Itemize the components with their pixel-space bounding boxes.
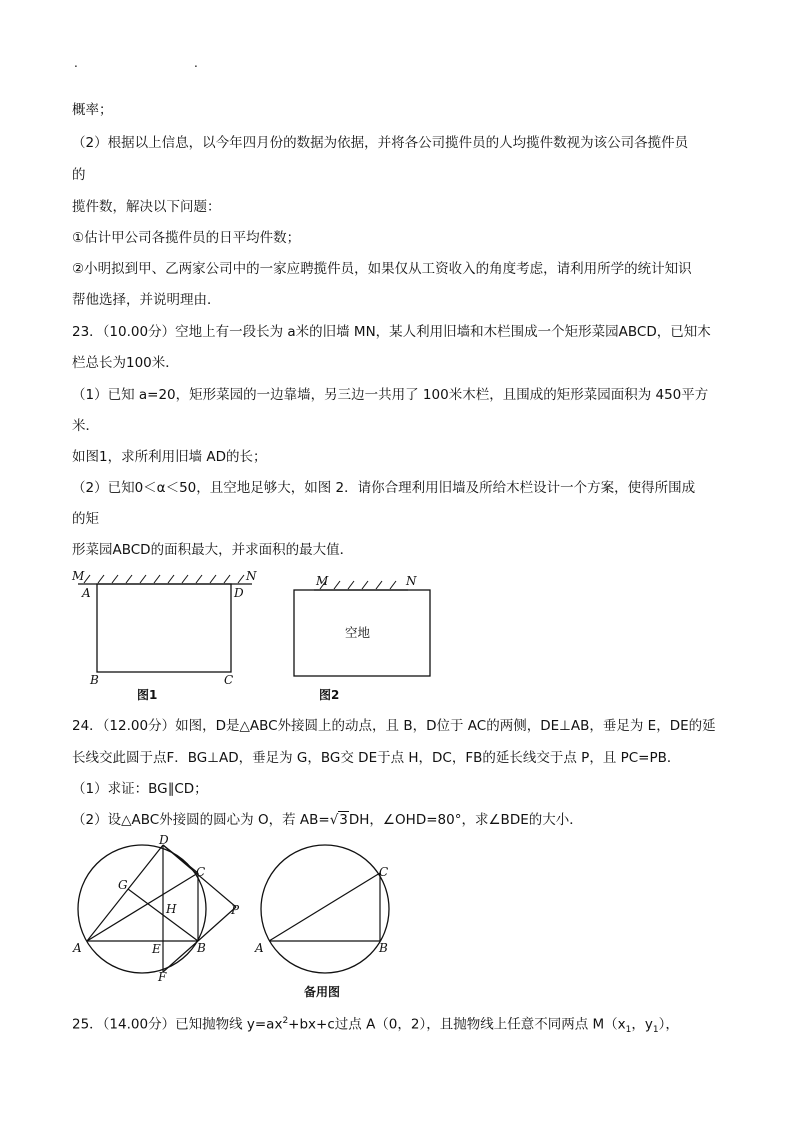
point-N: N bbox=[246, 569, 257, 583]
text-line: 帮他选择，并说明理由． bbox=[72, 292, 221, 308]
point-G: G bbox=[118, 878, 128, 892]
superscript: 2 bbox=[282, 1016, 289, 1026]
question-23: 23．（10.00分）空地上有一段长为 a米的旧墙 MN，某人利用旧墙和木栏围成一个矩形菜园ABCD，已知木 bbox=[72, 324, 711, 340]
point-H: H bbox=[166, 902, 177, 916]
figure-1-caption: 图1 bbox=[137, 688, 158, 702]
text-line: （1）已知 a=20，矩形菜园的一边靠墙，另三边一共用了 100米木栏，且围成的矩形菜园面积为 450平方 bbox=[72, 387, 709, 403]
point-C: C bbox=[379, 865, 389, 879]
text-line: （2）根据以上信息，以今年四月份的数据为依据，并将各公司揽件员的人均揽件数视为该公司各揽件员 bbox=[72, 135, 689, 151]
point-B: B bbox=[90, 673, 99, 687]
text-part: ，y bbox=[631, 1016, 653, 1033]
point-D: D bbox=[159, 833, 169, 847]
text-line: ①估计甲公司各揽件员的日平均件数； bbox=[72, 230, 301, 246]
figure-4 bbox=[252, 835, 402, 1001]
question-24: 24．（12.00分）如图，D是△ABC外接圆上的动点，且 B，D位于 AC的两侧，DE⊥AB，垂足为 E，DE的延 bbox=[72, 718, 716, 734]
point-A: A bbox=[73, 941, 82, 955]
text-line: 长线交此圆于点F．BG⊥AD，垂足为 G，BG交 DE于点 H，DC，FB的延长线交于点 P，且 PC=PB． bbox=[72, 750, 681, 766]
figure-3 bbox=[70, 835, 250, 985]
point-P: P bbox=[231, 903, 240, 917]
text-line: （1）求证：BG∥CD； bbox=[72, 781, 208, 797]
text-line bbox=[72, 811, 583, 829]
text-line: 的 bbox=[72, 167, 86, 183]
text-line: （2）已知0＜α＜50，且空地足够大，如图 2．请你合理利用旧墙及所给木栏设计一个方案，使得所围成 bbox=[72, 480, 696, 496]
point-B: B bbox=[197, 941, 206, 955]
point-B: B bbox=[379, 941, 388, 955]
text-part: DH，∠OHD=80°，求∠BDE的大小． bbox=[348, 812, 583, 828]
subscript: 1 bbox=[625, 1025, 632, 1036]
header-dot: . bbox=[194, 56, 198, 70]
text-line: 概率； bbox=[72, 102, 113, 118]
sqrt-radicand: 3 bbox=[339, 812, 348, 828]
text-part: （2）设△ABC外接圆的圆心为 O，若 AB= bbox=[72, 812, 330, 828]
point-M: M bbox=[316, 574, 329, 588]
text-line: ②小明拟到甲、乙两家公司中的一家应聘揽件员，如果仅从工资收入的角度考虑，请利用所学的统计知识 bbox=[72, 261, 692, 277]
vacant-land-label: 空地 bbox=[345, 625, 371, 640]
sqrt-3: √3 bbox=[329, 812, 348, 828]
text-line: 栏总长为100米． bbox=[72, 355, 179, 371]
point-C: C bbox=[224, 673, 234, 687]
point-C: C bbox=[196, 865, 206, 879]
figure-2-caption: 图2 bbox=[319, 688, 340, 702]
point-N: N bbox=[406, 574, 417, 588]
header-dot: . bbox=[74, 56, 78, 70]
subscript: 1 bbox=[652, 1025, 659, 1036]
point-A: A bbox=[255, 941, 264, 955]
point-A: A bbox=[82, 586, 91, 600]
text-part: +bx+c过点 A（0，2），且抛物线上任意不同两点 M（x bbox=[288, 1016, 626, 1033]
figure-4-caption: 备用图 bbox=[304, 985, 341, 999]
point-E: E bbox=[152, 942, 161, 956]
text-line: 如图1，求所利用旧墙 AD的长； bbox=[72, 449, 267, 465]
figure-1 bbox=[70, 566, 260, 706]
point-D: D bbox=[234, 586, 244, 600]
text-part: ）， bbox=[658, 1016, 679, 1033]
question-25 bbox=[72, 1012, 679, 1039]
text-line: 形菜园ABCD的面积最大，并求面积的最大值． bbox=[72, 542, 354, 558]
text-line: 揽件数，解决以下问题： bbox=[72, 199, 221, 215]
text-line: 的矩 bbox=[72, 511, 99, 527]
text-line: 米． bbox=[72, 418, 99, 434]
point-F: F bbox=[158, 970, 167, 984]
text-part: 25．（14.00分）已知抛物线 y=ax bbox=[72, 1016, 283, 1033]
point-M: M bbox=[72, 569, 85, 583]
figure-2 bbox=[288, 572, 438, 704]
